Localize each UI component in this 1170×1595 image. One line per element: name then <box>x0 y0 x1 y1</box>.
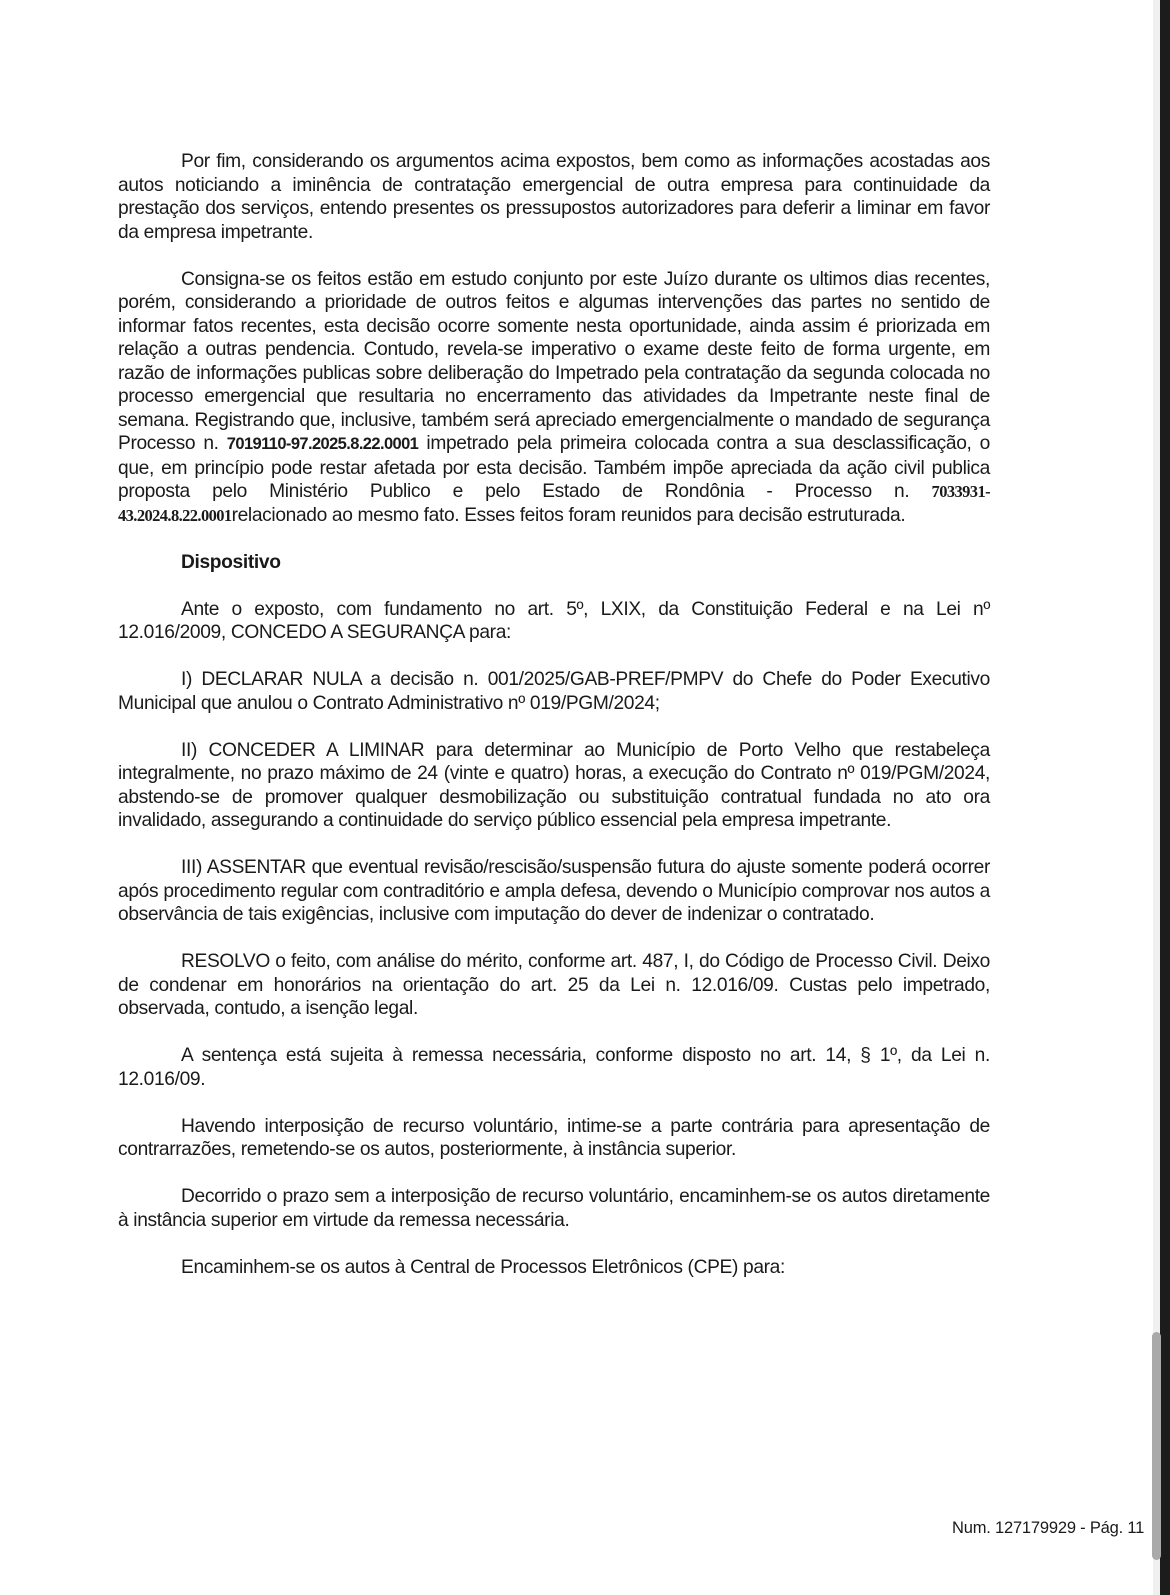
window-edge <box>1160 0 1170 1595</box>
paragraph-decorrido: Decorrido o prazo sem a interposição de recurso voluntário, encaminhem-se os autos diretamente à instância superior em virtude da remessa necessária. <box>118 1186 990 1231</box>
paragraph-item-3: III) ASSENTAR que eventual revisão/rescisão/suspensão futura do ajuste somente poderá ocorrer após procedimento regular com contraditório e ampla defesa, devendo o Município comprovar nos autos a observância de tais exigências, inclusive com imputação do dever de indenizar o contratado. <box>118 857 990 925</box>
paragraph-recurso: Havendo interposição de recurso voluntário, intime-se a parte contrária para apresentação de contrarrazões, remetendo-se os autos, posteriormente, à instância superior. <box>118 1115 990 1160</box>
paragraph-text: impetrado pela primeira colocada contra a sua desclassificação, o que, em princípio pode restar afetada por esta decisão. Também impõe apreciada da ação civil publica proposta pelo Ministério Publico e pelo Estado de Rondônia - Processo n. <box>118 433 991 502</box>
scrollbar[interactable] <box>1152 1332 1161 1560</box>
paragraph-remessa: A sentença está sujeita à remessa necessária, conforme disposto no art. 14, § 1º, da Lei n. 12.016/09. <box>118 1045 990 1090</box>
paragraph-resolvo: RESOLVO o feito, com análise do mérito, conforme art. 487, I, do Código de Processo Civil. Deixo de condenar em honorários na orientação do art. 25 da Lei n. 12.016/09. Custas pelo impetrado, observada, contudo, a isenção legal. <box>118 951 990 1019</box>
paragraph-conclusion: Por fim, considerando os argumentos acima expostos, bem como as informações acostadas aos autos noticiando a iminência de contratação emergencial de outra empresa para continuidade da prestação dos serviços, entendo presentes os pressupostos autorizadores para deferir a liminar em favor da empresa impetrante. <box>118 151 990 243</box>
paragraph-text: relacionado ao mesmo fato. Esses feitos foram reunidos para decisão estruturada. <box>231 504 906 526</box>
paragraph-ante-exposto: Ante o exposto, com fundamento no art. 5º, LXIX, da Constituição Federal e na Lei nº 12.016/2009, CONCEDO A SEGURANÇA para: <box>118 598 990 643</box>
paragraph-encaminhem: Encaminhem-se os autos à Central de Processos Eletrônicos (CPE) para: <box>181 1256 785 1278</box>
document-body <box>118 150 990 1303</box>
paragraph-text: Consigna-se os feitos estão em estudo conjunto por este Juízo durante os ultimos dias recentes, porém, considerando a prioridade de outros feitos e algumas intervenções das partes no sentido de informar fatos recentes, esta decisão ocorre somente nesta oportunidade, ainda assim é priorizada em relação a outras pendencia. Contudo, revela-se imperativo o exame deste feito de forma urgente, em razão de informações publicas sobre deliberação do Impetrado pela contratação da segunda colocada no processo emergencial que resultaria no encerramento das atividades da Impetrante neste final de semana. Registrando que, inclusive, também será apreciado emergencialmente o mandado de segurança Processo n. <box>118 268 990 454</box>
paragraph-item-2: II) CONCEDER A LIMINAR para determinar ao Município de Porto Velho que restabeleça integralmente, no prazo máximo de 24 (vinte e quatro) horas, a execução do Contrato nº 019/PGM/2024, abstendo-se de promover qualquer desmobilização ou substituição contratual fundada no ato ora invalidado, assegurando a continuidade do serviço público essencial pela empresa impetrante. <box>118 739 990 831</box>
page-footer: Num. 127179929 - Pág. 11 <box>952 1519 1145 1537</box>
process-number-1: 7019110-97.2025.8.22.0001 <box>226 435 419 453</box>
section-heading-dispositivo: Dispositivo <box>181 551 281 573</box>
paragraph-item-1: I) DECLARAR NULA a decisão n. 001/2025/GAB-PREF/PMPV do Chefe do Poder Executivo Municipal que anulou o Contrato Administrativo nº 019/PGM/2024; <box>118 669 990 714</box>
process-number-2: 7033931-43.2024.8.22.0001 <box>118 482 990 525</box>
paragraph-consigna <box>118 268 990 528</box>
